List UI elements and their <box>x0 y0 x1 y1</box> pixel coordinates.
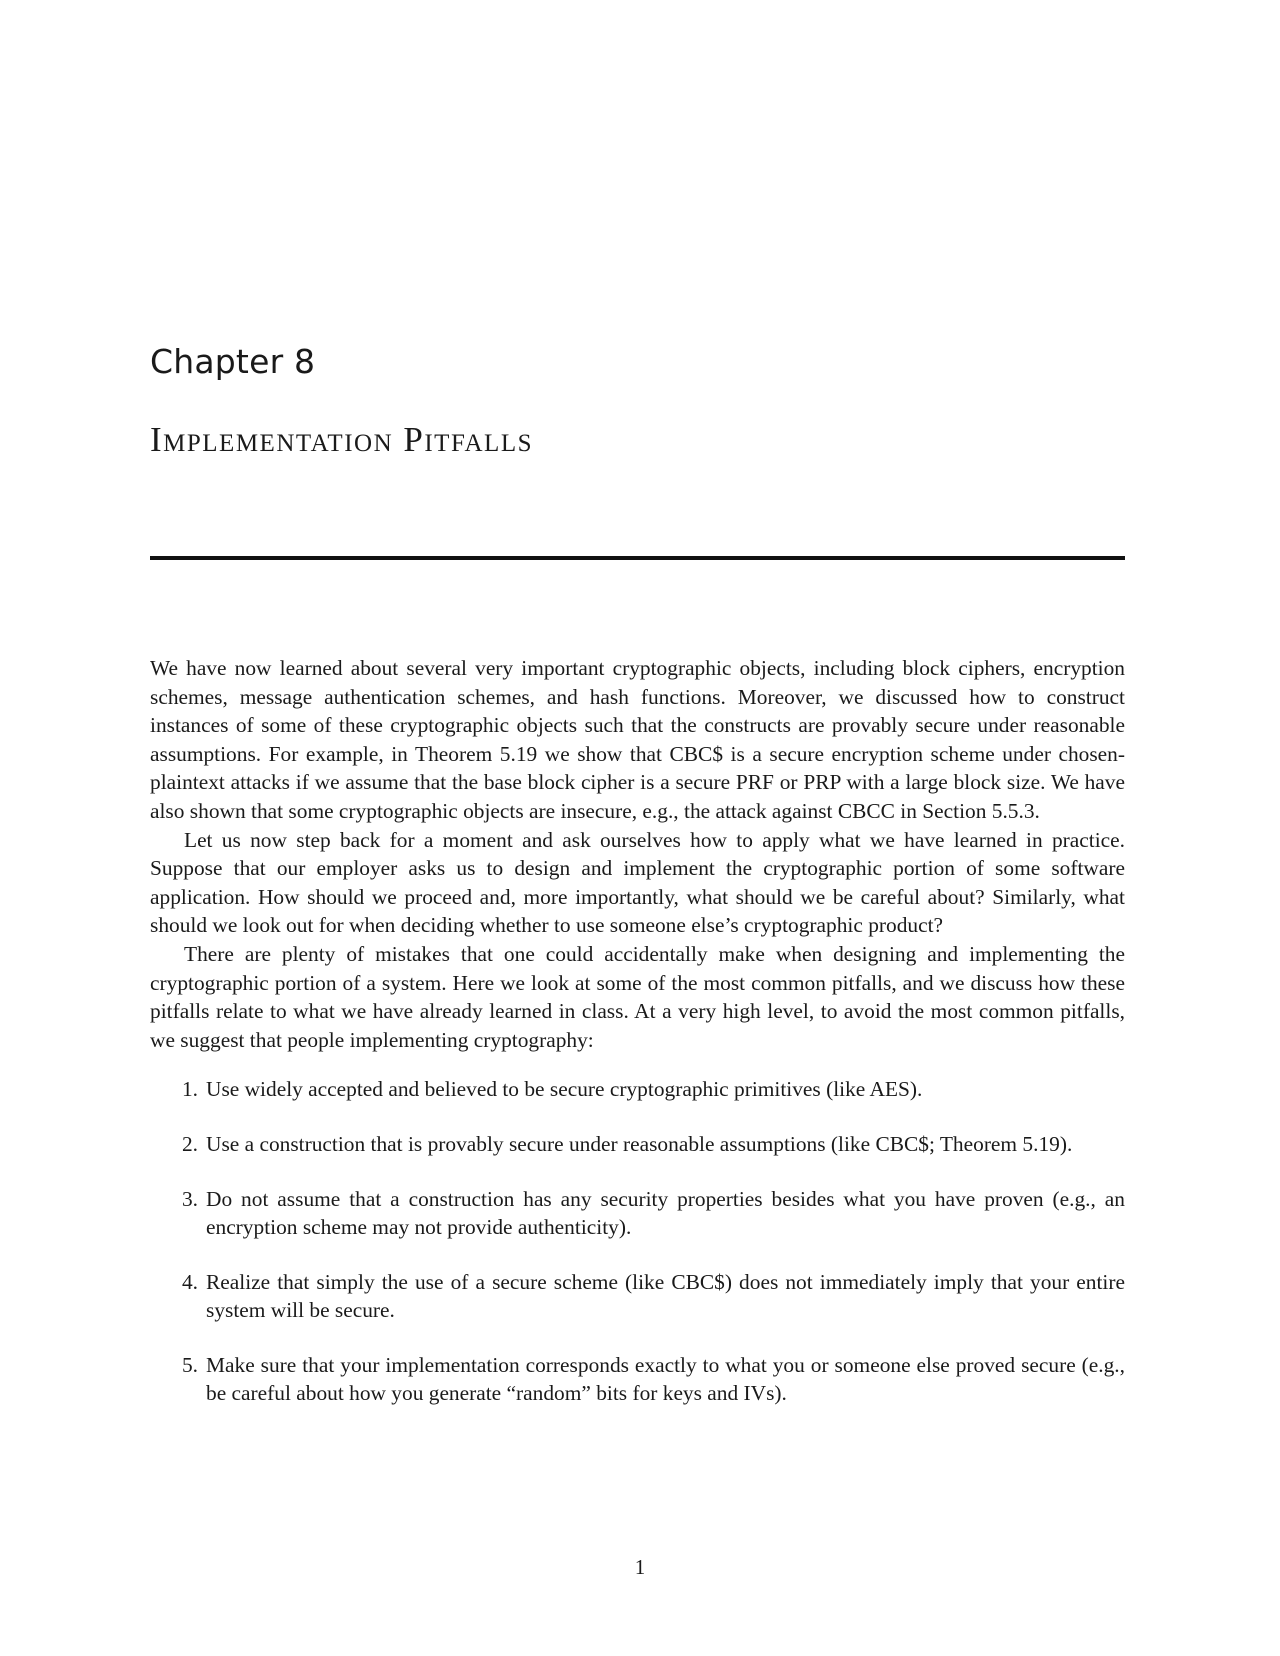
list-item-number: 1. <box>181 1077 198 1102</box>
title-rule <box>150 556 1125 560</box>
list-item-number: 3. <box>181 1186 198 1211</box>
paragraph-pitfalls: There are plenty of mistakes that one could accidentally make when designing and implementing the cryptographic portion of a system. Here we look at some of the most common pitfalls, and we discuss how these pitfalls relate to what we have already learned in class. At a very high level, to avoid the most common pitfalls, we suggest that people implementing cryptography: <box>150 941 1125 1052</box>
list-item-number: 5. <box>181 1352 198 1377</box>
list-item-number: 4. <box>181 1269 198 1294</box>
list-item-text: Make sure that your implementation corresponds exactly to what you or someone else proved secure (e.g., be careful about how you generate “random” bits for keys and IVs). <box>206 1352 1125 1406</box>
list-item <box>150 1268 1125 1325</box>
list-item <box>150 1351 1125 1408</box>
list-item-text: Use widely accepted and believed to be secure cryptographic primitives (like AES). <box>206 1077 923 1102</box>
page-number: 1 <box>634 1555 646 1579</box>
list-item <box>150 1075 1125 1104</box>
list-item <box>150 1130 1125 1159</box>
list-item-text: Use a construction that is provably secure under reasonable assumptions (like CBC$; Theorem 5.19). <box>206 1131 1073 1156</box>
list-item <box>150 1185 1125 1242</box>
paragraph-intro: We have now learned about several very important cryptographic objects, including block ciphers, encryption schemes, message authentication schemes, and hash functions. Moreover, we discussed how to construct instances of some of these cryptographic objects such that the constructs are provably secure under reasonable assumptions. For example, in Theorem 5.19 we show that CBC$ is a secure encryption scheme under chosen-plaintext attacks if we assume that the base block cipher is a secure PRF or PRP with a large block size. We have also shown that some cryptographic objects are insecure, e.g., the attack against CBCC in Section 5.5.3. <box>150 656 1125 823</box>
list-item-text: Do not assume that a construction has any security properties besides what you have proven (e.g., an encryption scheme may not provide authenticity). <box>206 1186 1125 1240</box>
recommendation-list <box>150 1075 1125 1408</box>
list-item-number: 2. <box>181 1131 198 1156</box>
list-item-text: Realize that simply the use of a secure scheme (like CBC$) does not immediately imply that your entire system will be secure. <box>206 1269 1125 1323</box>
chapter-label: Chapter 8 <box>150 342 316 381</box>
chapter-title: Implementation Pitfalls <box>150 420 534 459</box>
body-text <box>150 654 1125 1434</box>
paragraph-practice: Let us now step back for a moment and ask ourselves how to apply what we have learned in practice. Suppose that our employer asks us to design and implement the cryptographic portion of some software application. How should we proceed and, more importantly, what should we be careful about? Similarly, what should we look out for when deciding whether to use someone else’s cryptographic product? <box>150 827 1125 938</box>
